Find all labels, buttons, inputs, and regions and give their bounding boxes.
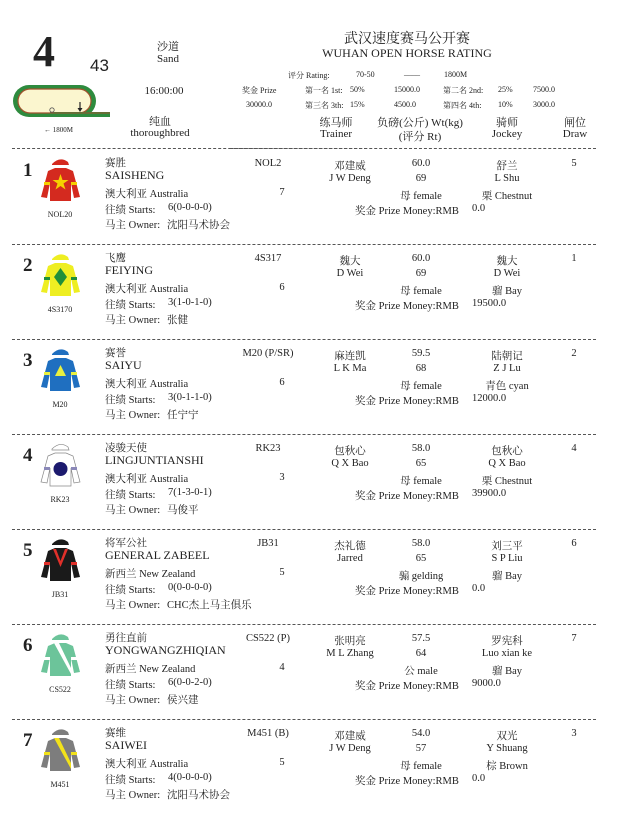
silk-armband — [71, 467, 77, 470]
starts-label: 往绩 Starts: — [105, 490, 156, 501]
silk-armband — [44, 562, 50, 565]
race-time: 16:00:00 — [144, 85, 184, 97]
horse-number: 1 — [23, 160, 33, 181]
weight: 60.0 — [411, 253, 431, 264]
horse-name-cn: 飞鹰 — [105, 253, 126, 264]
silk-armband — [71, 372, 77, 375]
trainer-cn: 魏大 — [339, 256, 361, 267]
horse-code: NOL2 — [254, 158, 282, 169]
prize-money-value: 9000.0 — [472, 678, 501, 689]
fourth-amount: 3000.0 — [533, 100, 555, 109]
trainer-cn: 张明亮 — [334, 636, 366, 647]
horse-number: 6 — [23, 635, 33, 656]
draw: 4 — [571, 443, 577, 454]
silk-cap — [52, 444, 69, 450]
horse-row[interactable] — [0, 150, 623, 245]
jockey-silks-icon — [38, 250, 83, 305]
trainer-cn: 麻连凯 — [334, 351, 366, 362]
horse-origin: 澳大利亚 Australia — [105, 474, 189, 485]
starts-value: 3(1-0-1-0) — [168, 297, 212, 308]
rating-value: 70-50 — [356, 70, 375, 79]
horse-row[interactable] — [0, 245, 623, 340]
horse-number: 7 — [23, 730, 33, 751]
silk-cap — [52, 729, 69, 735]
horse-origin: 新西兰 New Zealand — [105, 664, 196, 675]
draw: 3 — [571, 728, 577, 739]
silk-code: NOL20 — [47, 210, 73, 219]
owner-label: 马主 Owner: — [105, 410, 161, 421]
weight: 57.5 — [411, 633, 431, 644]
horse-number: 2 — [23, 255, 33, 276]
prize-money-label: 奖金 Prize Money:RMB — [355, 776, 459, 787]
jockey-en: Luo xian ke — [481, 648, 533, 659]
horse-number: 5 — [23, 540, 33, 561]
col-draw-en: Draw — [562, 128, 588, 140]
silk-cap — [52, 254, 69, 260]
second-label: 第二名 2nd: — [443, 86, 484, 95]
prize-total: 30000.0 — [246, 100, 272, 109]
horse-name-en: SAIYU — [105, 358, 142, 372]
starts-label: 往绩 Starts: — [105, 775, 156, 786]
draw: 2 — [571, 348, 577, 359]
second-amount: 7500.0 — [533, 85, 555, 94]
silk-armband — [44, 657, 50, 660]
rating: 69 — [415, 268, 427, 279]
prize-money-value: 19500.0 — [472, 298, 507, 309]
breed-en: thoroughbred — [130, 127, 190, 139]
silk-code: RK23 — [50, 495, 70, 504]
horse-name-en: LINGJUNTIANSHI — [105, 453, 204, 467]
horse-colour: 栗 Chestnut — [481, 476, 533, 487]
col-draw-cn: 闸位 — [564, 117, 586, 129]
jockey-en: L Shu — [494, 173, 520, 184]
starts-value: 0(0-0-0-0) — [168, 582, 212, 593]
silk-armband — [71, 182, 77, 185]
arrow-left-icon: ← — [44, 126, 51, 134]
jockey-silks-icon — [38, 440, 83, 495]
breed-cn: 纯血 — [149, 116, 171, 128]
prize-money-label: 奖金 Prize Money:RMB — [355, 301, 459, 312]
jockey-silks-icon — [38, 535, 83, 590]
silk-armband — [44, 372, 50, 375]
prize-money-label: 奖金 Prize Money:RMB — [355, 586, 459, 597]
second-pct: 25% — [498, 85, 513, 94]
trainer-en: Q X Bao — [331, 458, 369, 469]
prize-money-value: 12000.0 — [472, 393, 507, 404]
silk-cap — [52, 634, 69, 640]
prize-money-label: 奖金 Prize Money:RMB — [355, 396, 459, 407]
horse-sex: 母 female — [400, 286, 442, 297]
jockey-silks-icon — [38, 725, 83, 780]
owner-label: 马主 Owner: — [105, 790, 161, 801]
rating: 69 — [415, 173, 427, 184]
horse-sex: 骟 gelding — [398, 571, 444, 582]
horse-name-cn: 勇往直前 — [105, 633, 147, 644]
prize-label: 奖金 Prize — [242, 86, 277, 95]
owner-label: 马主 Owner: — [105, 220, 161, 231]
silk-code: CS522 — [49, 685, 71, 694]
rating-dash: ____ — [404, 68, 420, 77]
col-trainer-cn: 练马师 — [319, 117, 353, 129]
owner-value: 沈阳马术协会 — [167, 790, 230, 801]
col-weight-cn: 负磅(公斤) Wt(kg) — [377, 117, 463, 129]
silk-armband — [71, 562, 77, 565]
horse-colour: 骝 Bay — [491, 571, 523, 582]
owner-value: CHC杰上马主俱乐 — [167, 600, 252, 611]
rating: 57 — [415, 743, 427, 754]
rating: 68 — [415, 363, 427, 374]
jockey-en: Y Shuang — [486, 743, 528, 754]
horse-age: 3 — [279, 472, 285, 483]
race-distance: 1800M — [444, 70, 468, 79]
silk-armband — [71, 277, 77, 280]
race-count: 43 — [90, 56, 109, 75]
third-pct: 15% — [350, 100, 365, 109]
horse-name-cn: 赛誉 — [105, 348, 126, 359]
surface-en: Sand — [157, 53, 179, 65]
horse-sex: 母 female — [400, 381, 442, 392]
horse-age: 7 — [279, 187, 285, 198]
trainer-en: M L Zhang — [326, 648, 374, 659]
starts-label: 往绩 Starts: — [105, 300, 156, 311]
owner-value: 张健 — [167, 315, 188, 326]
prize-money-label: 奖金 Prize Money:RMB — [355, 681, 459, 692]
jockey-en: Z J Lu — [493, 363, 521, 374]
weight: 60.0 — [411, 158, 431, 169]
silk-armband — [44, 467, 50, 470]
prize-money-label: 奖金 Prize Money:RMB — [355, 206, 459, 217]
starts-value: 4(0-0-0-0) — [168, 772, 212, 783]
horse-row[interactable] — [0, 530, 623, 625]
horse-name-en: YONGWANGZHIQIAN — [105, 643, 226, 657]
col-weight-en: (评分 Rt) — [398, 131, 442, 143]
silk-armband — [71, 752, 77, 755]
owner-value: 马俊平 — [167, 505, 199, 516]
owner-label: 马主 Owner: — [105, 315, 161, 326]
horse-code: 4S317 — [254, 253, 282, 264]
prize-money-label: 奖金 Prize Money:RMB — [355, 491, 459, 502]
trainer-en: L K Ma — [333, 363, 367, 374]
horse-age: 5 — [279, 567, 285, 578]
horse-name-cn: 凌骏天使 — [105, 443, 147, 454]
horse-code: M451 (B) — [247, 728, 289, 739]
title-en: WUHAN OPEN HORSE RATING — [322, 46, 492, 60]
starts-label: 往绩 Starts: — [105, 585, 156, 596]
horse-name-en: FEIYING — [105, 263, 153, 277]
starts-label: 往绩 Starts: — [105, 680, 156, 691]
starts-value: 6(0-0-2-0) — [168, 677, 212, 688]
owner-label: 马主 Owner: — [105, 600, 161, 611]
jockey-cn: 刘三平 — [491, 541, 523, 552]
horse-origin: 澳大利亚 Australia — [105, 759, 189, 770]
horse-age: 6 — [279, 377, 285, 388]
first-pct: 50% — [350, 85, 365, 94]
trainer-cn: 杰礼德 — [334, 541, 366, 552]
weight: 58.0 — [411, 538, 431, 549]
horse-code: JB31 — [257, 538, 279, 549]
jockey-cn: 包秋心 — [491, 446, 523, 457]
starts-value: 6(0-0-0-0) — [168, 202, 212, 213]
horse-age: 6 — [279, 282, 285, 293]
horse-name-en: GENERAL ZABEEL — [105, 548, 210, 562]
rating: 64 — [415, 648, 427, 659]
silk-code: 4S3170 — [47, 305, 73, 314]
col-trainer-en: Trainer — [320, 128, 352, 140]
silk-armband — [44, 277, 50, 280]
trainer-cn: 包秋心 — [334, 446, 366, 457]
horse-colour: 骝 Bay — [491, 286, 523, 297]
first-amount: 15000.0 — [394, 85, 420, 94]
first-label: 第一名 1st: — [305, 86, 343, 95]
silk-code: M20 — [52, 400, 68, 409]
silk-armband — [44, 182, 50, 185]
prize-money-value: 0.0 — [472, 203, 486, 214]
weight: 58.0 — [411, 443, 431, 454]
trainer-en: J W Deng — [329, 743, 371, 754]
owner-label: 马主 Owner: — [105, 695, 161, 706]
jockey-silks-icon — [38, 345, 83, 400]
draw: 5 — [571, 158, 577, 169]
jockey-cn: 陆朝记 — [491, 351, 523, 362]
horse-origin: 澳大利亚 Australia — [105, 284, 189, 295]
prize-money-value: 39900.0 — [472, 488, 507, 499]
horse-colour: 骝 Bay — [491, 666, 523, 677]
trainer-en: D Wei — [336, 268, 364, 279]
jockey-silks-icon — [38, 155, 83, 210]
weight: 59.5 — [411, 348, 431, 359]
col-jockey-en: Jockey — [491, 128, 523, 140]
horse-row[interactable] — [0, 340, 623, 435]
draw: 6 — [571, 538, 577, 549]
distance-marker-text: 1800M — [52, 126, 73, 134]
owner-value: 沈阳马术协会 — [167, 220, 230, 231]
horse-row[interactable] — [0, 720, 623, 815]
horse-age: 4 — [279, 662, 285, 673]
race-number: 4 — [33, 27, 55, 76]
third-label: 第三名 3th: — [305, 101, 344, 110]
silk-code: JB31 — [51, 590, 69, 599]
horse-origin: 澳大利亚 Australia — [105, 379, 189, 390]
rating-label: 评分 Rating: — [288, 71, 330, 80]
horse-colour: 棕 Brown — [486, 761, 528, 772]
horse-name-cn: 将军公社 — [105, 538, 147, 549]
track-diagram-icon — [10, 82, 110, 122]
silk-armband — [44, 752, 50, 755]
owner-value: 侯兴建 — [167, 695, 199, 706]
jockey-en: Q X Bao — [488, 458, 526, 469]
horse-row[interactable] — [0, 435, 623, 530]
starts-label: 往绩 Starts: — [105, 205, 156, 216]
horse-colour: 青色 cyan — [485, 381, 529, 392]
draw: 7 — [571, 633, 577, 644]
prize-money-value: 0.0 — [472, 773, 486, 784]
rating: 65 — [415, 458, 427, 469]
col-jockey-cn: 骑师 — [496, 117, 518, 129]
horse-age: 5 — [279, 757, 285, 768]
trainer-cn: 邓建威 — [334, 731, 366, 742]
horse-name-cn: 赛胜 — [105, 158, 126, 169]
surface-cn: 沙道 — [157, 41, 179, 53]
horse-origin: 澳大利亚 Australia — [105, 189, 189, 200]
jockey-cn: 罗宪科 — [491, 636, 523, 647]
horse-sex: 公 male — [404, 666, 438, 677]
horse-code: M20 (P/SR) — [242, 348, 294, 359]
horse-colour: 栗 Chestnut — [481, 191, 533, 202]
jockey-cn: 双光 — [496, 731, 518, 742]
horse-sex: 母 female — [400, 191, 442, 202]
trainer-cn: 邓建威 — [334, 161, 366, 172]
silk-armband — [71, 657, 77, 660]
silk-cap — [52, 539, 69, 545]
fourth-label: 第四名 4th: — [443, 101, 482, 110]
horse-sex: 母 female — [400, 761, 442, 772]
horse-code: CS522 (P) — [245, 633, 291, 644]
prize-money-value: 0.0 — [472, 583, 486, 594]
horse-code: RK23 — [255, 443, 281, 454]
horse-row[interactable] — [0, 625, 623, 720]
divider — [230, 148, 596, 149]
owner-value: 任宁宁 — [167, 410, 199, 421]
horse-number: 4 — [23, 445, 33, 466]
silk-dot — [54, 462, 68, 476]
horse-number: 3 — [23, 350, 33, 371]
horse-name-cn: 赛维 — [105, 728, 126, 739]
jockey-cn: 舒兰 — [496, 161, 518, 172]
jockey-cn: 魏大 — [496, 256, 518, 267]
jockey-en: D Wei — [493, 268, 521, 279]
jockey-en: S P Liu — [491, 553, 523, 564]
title-cn: 武汉速度赛马公开赛 — [344, 32, 470, 47]
silk-cap — [52, 349, 69, 355]
starts-value: 3(0-1-1-0) — [168, 392, 212, 403]
horse-origin: 新西兰 New Zealand — [105, 569, 196, 580]
starts-value: 7(1-3-0-1) — [168, 487, 212, 498]
owner-label: 马主 Owner: — [105, 505, 161, 516]
trainer-en: Jarred — [337, 553, 363, 564]
rating: 65 — [415, 553, 427, 564]
weight: 54.0 — [411, 728, 431, 739]
starts-label: 往绩 Starts: — [105, 395, 156, 406]
jockey-silks-icon — [38, 630, 83, 685]
horse-name-en: SAISHENG — [105, 168, 165, 182]
silk-cap — [52, 159, 69, 165]
distance-marker — [44, 126, 73, 134]
fourth-pct: 10% — [498, 100, 513, 109]
draw: 1 — [571, 253, 577, 264]
third-amount: 4500.0 — [394, 100, 416, 109]
silk-code: M451 — [50, 780, 70, 789]
horse-name-en: SAIWEI — [105, 738, 147, 752]
horse-sex: 母 female — [400, 476, 442, 487]
trainer-en: J W Deng — [329, 173, 371, 184]
